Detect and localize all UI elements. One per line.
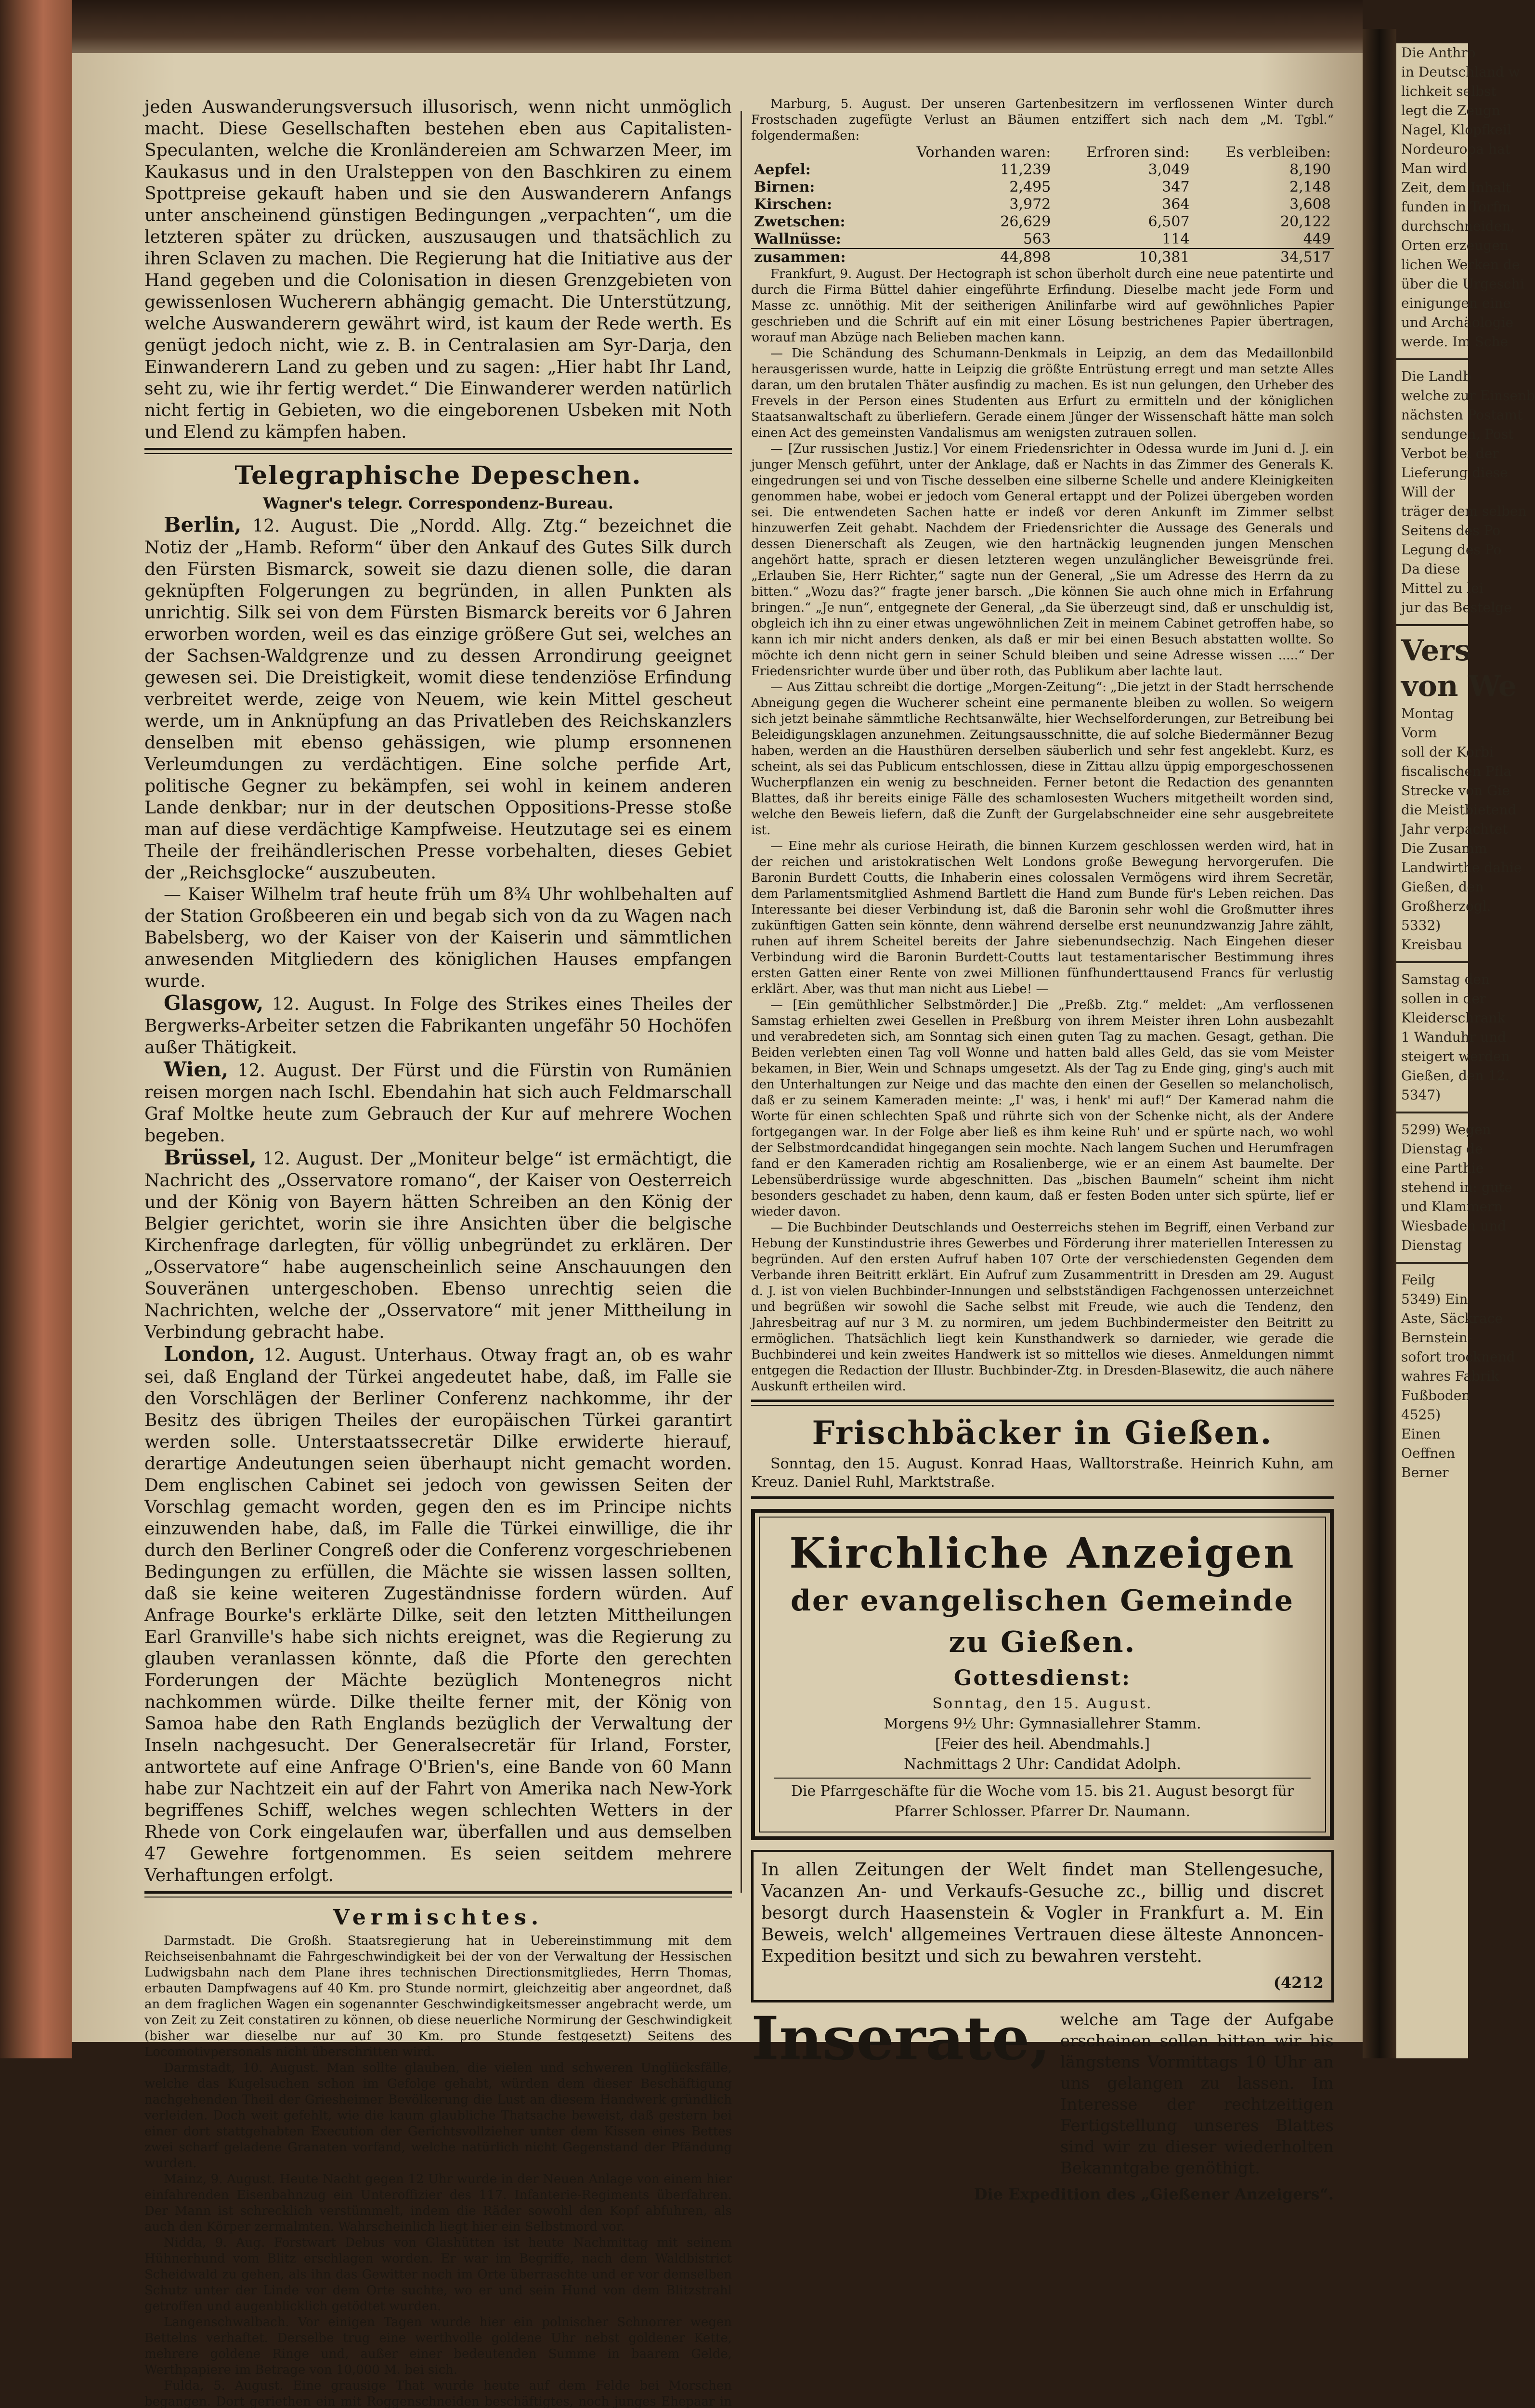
facing-page-text-fragment: nächsten Postamt xyxy=(1401,407,1523,423)
facing-page-text-fragment: Zeit, dem Inhalt xyxy=(1401,180,1511,196)
news-item: — Die Schändung des Schumann-Denkmals in Leipzig, an dem das Medaillonbild herausgerissen wurde, hatte in Leipzig die größte Entrüstung erregt und man setzte Alles daran, um den brutalen Thäter ausfindig zu machen. Es ist nun gelungen, den Urheber des Frevels in der Person eines Studenten aus Erfurt zu ermitteln und der königlichen Staatsanwaltschaft zu überliefern. Gerade einem Jünger der Wissenschaft hätte man solch einen Act des gemeinsten Vandalismus am wenigsten zutrauen sollen. xyxy=(751,346,1334,440)
facing-page-text-fragment: Will der xyxy=(1401,484,1455,500)
facing-page-text-fragment: legt die Zeugn xyxy=(1401,103,1500,118)
news-item: — Eine mehr als curiose Heirath, die binnen Kurzem geschlossen werden wird, hat in der reichen und aristokratischen Welt Londons große Bewegung hervorgerufen. Die Baronin Burdett Coutts, die Inhaberin eines colossalen Vermögens wird ihrem Secretär, dem Parlamentsmitglied Ashmend Bartlett die Hand zum Bunde für's Leben reichen. Das Interessante bei dieser Verbindung ist, daß die Baronin sehr wohl die Großmutter ihres zukünftigen Gatten sein könnte, denn während derselbe erst neunundzwanzig Jahre zählt, ruhen auf ihrem Scheitel bereits der Jahre siebenundsechzig. Nach Eingehen dieser Verbindung wird die Baronin Burdett-Coutts laut testamentarischer Bestimmung ihres ersten Gatten einer Rente von zwei Millionen fünfhunderttausend Francs für verlustig erklärt. Aber, was thut man nicht aus Liebe! — xyxy=(751,839,1334,996)
page-top-shadow xyxy=(72,0,1363,53)
facing-page-text-fragment: Legung des Po xyxy=(1401,542,1502,558)
news-item: — Aus Zittau schreibt die dortige „Morgen-Zeitung“: „Die jetzt in der Stadt herrschende Abneigung gegen die Wucherer scheint eine permanente bleiben zu wollen. So weigern sich jetzt beinahe sämmtliche Rechtsanwälte, hier Wechselforderungen, zur Betreibung bei Beleidigungsklagen anzunehmen. Zeitungsausschnitte, die auf solche Biedermänner Bezug haben, werden an die Hausthüren derselben säuberlich und sehr fest angeklebt. Kurz, es scheint, als sei das Publicum entschlossen, diese in Zittau allzu üppig emporgeschossenen Wucherpflanzen ein wenig zu beschneiden. Ferner betont die Redaction des genannten Blattes, daß ihr bereits einige Fälle des schamlosesten Wuchers mitgetheilt worden sind, welche den Beweis liefern, daß die Zunft der Gurgelabschneider eine sehr ausgebreitete ist. xyxy=(751,680,1334,838)
facing-page-text-fragment: Die Landb xyxy=(1401,368,1472,384)
table-cell: Aepfel: xyxy=(754,161,811,178)
rule xyxy=(1396,961,1468,963)
table-cell: Erfroren sind: xyxy=(1086,144,1190,161)
inserate-notice xyxy=(751,2004,1334,2179)
inserate-text: welche am Tage der Aufgabe erscheinen sollen bitten wir bis längstens Vormittags 10 Uhr an uns gelangen zu lassen. Im Interesse der rechtzeitigen Fertigstellung unseres Blattes sind wir zu dieser wiederholten Bekanntgabe genöthigt. xyxy=(1060,2010,1334,2178)
dispatch-text: 12. August. Die „Nordd. Allg. Ztg.“ bezeichnet die Notiz der „Hamb. Reform“ über den Ankauf des Gutes Silk durch den Fürsten Bismarck, soweit sie dazu dienen solle, die daran geknüpften Folgerungen zu begründen, in allen Punkten als unrichtig. Silk sei von dem Fürsten Bismarck bereits vor 6 Jahren erworben worden, weil es das einzige größere Gut sei, welches an der Sachsen-Waldgrenze und zu dessen Arrondirung geeignet gewesen sei. Die Dreistigkeit, womit diese tendenziöse Erfindung verbreitet werde, zeige von Neuem, wie kein Mittel gescheut werde, um in Anknüpfung an das Privatleben des Reichskanzlers denselben mit ebenso gehässigen, wie plump ersonnenen Verleumdungen zu verdächtigen. Eine solche perfide Art, politische Gegner zu bekämpfen, sei wohl in keinem anderen Lande denkbar; nur in der deutschen Oppositions-Presse stoße man auf diese verdächtige Kampfweise. Heutzutage sei es einem Theile der freihändlerischen Presse vorbehalten, dieses Gebiet der „Reichsglocke“ auszubeuten. xyxy=(144,516,732,883)
dispatch-place: Brüssel, xyxy=(164,1146,257,1169)
vermischtes-list xyxy=(144,1933,732,2408)
facing-page-text-fragment: träger dem selben xyxy=(1401,503,1527,519)
dispatch-place: Wien, xyxy=(164,1058,229,1081)
facing-page-text-fragment: soll der Korbi xyxy=(1401,744,1494,760)
rule xyxy=(751,1496,1334,1499)
vermischtes-item: Darmstadt. Die Großh. Staatsregierung hat in Uebereinstimmung mit dem Reichseisenbahnamt die Fahrgeschwindigkeit bei der von der Verwaltung der Hessischen Ludwigsbahn nach dem Plane ihres technischen Directionsmitgliedes, Herrn Thomas, erbauten Dampfwagens auf 40 Km. pro Stunde normirt, gleichzeitig aber angeordnet, daß an dem fraglichen Wagen ein sogenannter Geschwindigkeitsmesser angebracht werde, um von Zeit zu Zeit constatiren zu können, ob diese neuerliche Normirung der Geschwindigkeit (bisher war dieselbe nur auf 30 Km. pro Stunde festgesetzt) Seitens des Locomotivpersonals nicht überschritten wird. xyxy=(144,1934,732,2059)
service-communion: [Feier des heil. Abendmahls.] xyxy=(935,1736,1150,1753)
table-row xyxy=(751,179,1334,196)
service-heading: Gottesdienst: xyxy=(953,1666,1132,1690)
facing-page-text-fragment: Strecke von Gie xyxy=(1401,783,1510,798)
facing-page-text-fragment: Gießen, den 12. xyxy=(1401,1068,1509,1084)
facing-page-text-fragment: Lieferung diese xyxy=(1401,465,1508,481)
table-header-row xyxy=(751,144,1334,161)
haasenstein-ad xyxy=(751,1850,1334,2002)
facing-page-text-fragment: Großherzogl. xyxy=(1401,898,1491,914)
facing-page-text-fragment: in Deutschland w xyxy=(1401,64,1520,80)
inserate-signature: Die Expedition des „Gießener Anzeigers“. xyxy=(974,2185,1334,2203)
table-cell: 563 xyxy=(1023,231,1051,248)
table-cell: 20,122 xyxy=(1280,213,1331,230)
facing-page-text-fragment: 5299) Wegen xyxy=(1401,1122,1491,1138)
frischbaecker-list: Sonntag, den 15. August. Konrad Haas, Walltorstraße. Heinrich Kuhn, am Kreuz. Daniel Ruhl, Marktstraße. xyxy=(751,1455,1334,1491)
frischbaecker-title: Frischbäcker in Gießen. xyxy=(812,1414,1273,1452)
facing-page-text-fragment: Nordeuropa hat xyxy=(1401,141,1511,157)
facing-page-text-fragment: Verbot bei der xyxy=(1401,445,1499,461)
facing-page-text-fragment: Landwirthe dahie xyxy=(1401,860,1522,876)
facing-page-text-fragment: Orten erzeugen xyxy=(1401,237,1509,253)
facing-page-text-fragment: Nagel, Klopfkeil xyxy=(1401,122,1511,138)
news-item: — [Ein gemüthlicher Selbstmörder.] Die „Preßb. Ztg.“ meldet: „Am verflossenen Samstag erhielten zwei Gesellen in Preßburg von ihrem Meister ihren Lohn ausbezahlt und verabredeten sich, am Sonntag sich einen guten Tag zu machen. Gesagt, gethan. Die Beiden verlebten einen Tag voll Wonne und hatten bald alles Geld, das sie vom Meister bekamen, in Bier, Wein und Schnaps umgesetzt. Als der Tag zu Ende ging, ging's auch mit den Unterhaltungen zur Neige und das machte den einen der Gesellen so melancholisch, daß er zu seinem Kameraden meinte: „I' was, i henk' mi auf!“ Der Kamerad nahm die Worte für einen schlechten Spaß und rührte sich von der Schenke nicht, als der Andere fortgegangen war. In der Folge aber ließ es ihm keine Ruh' und er spürte nach, wo wohl der Selbstmordcandidat hingegangen sein mochte. Nach langem Suchen und Herumfragen fand er den Kameraden richtig am Rosalienberge, wie er an einem Ast baumelte. Der Lebensüberdrüssige wurde abgeschnitten. Das „bischen Baumeln“ scheint ihm nicht besonders geschadet zu haben, denn kaum, daß er festen Boden unter sich spürte, lief er wieder davon. xyxy=(751,998,1334,1219)
facing-page-text-fragment: Jahr verpachtet xyxy=(1401,821,1508,837)
vermischtes-title: Vermischtes. xyxy=(333,1905,544,1930)
rule xyxy=(751,1400,1334,1406)
dispatch-text: 12. August. In Folge des Strikes eines Theiles der Bergwerks-Arbeiter setzen die Fabrikanten ungefähr 50 Hochöfen außer Thätigkeit. xyxy=(144,995,732,1058)
facing-page-text-fragment: Da diese xyxy=(1401,561,1460,577)
frost-damage-table xyxy=(751,144,1334,266)
facing-page-text-fragment: Dienstag xyxy=(1401,1237,1462,1253)
facing-page-text-fragment: und Klammern xyxy=(1401,1199,1503,1215)
inserate-heading: Inserate, xyxy=(751,2004,1051,2074)
facing-page-text-fragment: Kreisbau xyxy=(1401,937,1462,953)
facing-page-text-fragment: Vorm xyxy=(1401,725,1437,741)
rule xyxy=(1396,624,1468,626)
church-notices-box xyxy=(751,1509,1334,1840)
dispatch-london xyxy=(144,1343,732,1886)
left-column xyxy=(144,96,732,2408)
table-cell: Kirschen: xyxy=(754,196,833,213)
table-cell: 2,495 xyxy=(1009,179,1051,196)
table-cell: 11,239 xyxy=(1000,161,1051,178)
marburg-frost-intro: Marburg, 5. August. Der unseren Gartenbesitzern im verflossenen Winter durch Frostschaden zugefügte Verlust an Bäumen entziffert sich nach dem „M. Tgbl.“ folgendermaßen: xyxy=(751,97,1334,143)
facing-page-text-fragment: Kleiderschrank xyxy=(1401,1010,1506,1026)
facing-page-text-fragment: von We xyxy=(1401,669,1517,703)
table-row xyxy=(751,161,1334,179)
table-cell: 8,190 xyxy=(1289,161,1331,178)
table-row xyxy=(751,231,1334,249)
dispatch-wien xyxy=(144,1059,732,1147)
news-item: — [Zur russischen Justiz.] Vor einem Friedensrichter in Odessa wurde im Juni d. J. ein junger Mensch geführt, unter der Anklage, daß er Nachts in das Zimmer des Generals K. eingedrungen sei und von Tische desselben eine silberne Schelle und andere Kleinigkeiten genommen habe, wobei er jedoch vom General ertappt und der Polizei übergeben worden sei. Die entwendeten Sachen hatte er indeß vor deren Ankunft im Zimmer selbst hinzuwerfen Zeit gehabt. Nachdem der Friedensrichter die Aussage des Generals und dessen Dienerschaft als Zeugen, wie den hartnäckig leugnenden jungen Menschen angehört hatte, sprach er diesen letzteren wegen unzulänglicher Beweisgründe frei. „Erlauben Sie, Herr Richter,“ sagte nun der General, „Sie um Adresse des Herrn da zu bitten.“ „Wozu das?“ fragte jener barsch. „Die können Sie auch ohne mich in Erfahrung bringen.“ „Je nun“, entgegnete der General, „da Sie überzeugt sind, daß er unschuldig ist, obgleich ich ihn zu einer etwas ungewöhnlichen Zeit in meinem Cabinet getroffen habe, so kann ich mir nicht anders denken, als daß er mir bei einen Besuch abstatten wollte. So möchte ich denn nicht gern in seiner Schuld bleiben und seine Adresse wissen .....“ Der Friedensrichter wurde über und über roth, das Publikum aber lachte laut. xyxy=(751,442,1334,679)
table-cell: Es verbleiben: xyxy=(1225,144,1331,161)
service-morning: Morgens 9½ Uhr: Gymnasiallehrer Stamm. xyxy=(884,1715,1201,1732)
book-spine xyxy=(0,0,72,2058)
news-item: Frankfurt, 9. August. Der Hectograph ist schon überholt durch eine neue patentirte und durch die Firma Büttel dahier eingeführte Erfindung. Dieselbe macht jede Form und Masse zc. unnöthig. Mit der seitherigen Anilinfarbe wird auf gewöhnliches Papier geschrieben und die Schrift auf ein mit einer Lösung bestrichenes Papier übertragen, worauf man Abzüge nach Belieben machen kann. xyxy=(751,267,1334,345)
table-row xyxy=(751,213,1334,231)
rule xyxy=(144,448,732,454)
facing-page-text-fragment: Gießen, den xyxy=(1401,879,1484,895)
rule xyxy=(774,1778,1311,1779)
dispatch-berlin xyxy=(144,514,732,884)
facing-page-text-fragment: steigert werden xyxy=(1401,1048,1510,1064)
facing-page-text-fragment: jur das Bestelge xyxy=(1401,600,1512,615)
rule xyxy=(1396,1262,1468,1264)
facing-page-text-fragment: stehend in: gute xyxy=(1401,1179,1512,1195)
facing-page-text-fragment: Bernstein- xyxy=(1401,1330,1472,1346)
table-cell: 347 xyxy=(1162,179,1190,196)
facing-page-text-fragment: über die Urgeschi xyxy=(1401,276,1524,292)
facing-page-text-fragment: Die Zusamm xyxy=(1401,840,1487,856)
dispatch-place: Berlin, xyxy=(164,513,242,537)
table-cell: Zwetschen: xyxy=(754,213,846,230)
table-cell: Vorhanden waren: xyxy=(916,144,1051,161)
facing-page-text-fragment: Die Anthro xyxy=(1401,45,1476,61)
facing-page-text-fragment: 4525) xyxy=(1401,1407,1441,1423)
pastoral-duties-note: Die Pfarrgeschäfte für die Woche vom 15. bis 21. August besorgt für Pfarrer Schlosser. Pfarrer Dr. Naumann. xyxy=(791,1783,1294,1820)
facing-page-text-fragment: Wiesbaden und xyxy=(1401,1218,1507,1234)
table-cell: 364 xyxy=(1162,196,1190,213)
dispatch-place: London, xyxy=(164,1342,256,1366)
facing-page-text-fragment: Dienstag de xyxy=(1401,1141,1483,1157)
table-cell: 34,517 xyxy=(1193,249,1334,266)
table-cell: 10,381 xyxy=(1054,249,1192,266)
vermischtes-item: Langenschwalbach. Vor einigen Tagen wurde hier ein polnischer Schnorrer wegen Bettelns verhaftet. Derselbe trug eine werthvolle goldene Uhr nebst goldener Kette, mehrere goldene Ringe und, außer einer bedeutenden Summe in baarem Gelde, Werthpapiere im Betrage von 10,000 M. bei sich. xyxy=(144,2315,732,2377)
dispatch-kaiser: — Kaiser Wilhelm traf heute früh um 8¾ Uhr wohlbehalten auf der Station Großbeeren ein und begab sich von da zu Wagen nach Babelsberg, wo der Kaiser von der Kaiserin und sämmtlichen anwesenden Mitgliedern des königlichen Hauses empfangen wurde. xyxy=(144,885,732,991)
table-cell: 2,148 xyxy=(1289,179,1331,196)
facing-page-text-fragment: 5347) xyxy=(1401,1087,1441,1103)
haasenstein-ad-text: In allen Zeitungen der Welt findet man Stellengesuche, Vacanzen An- und Verkaufs-Gesuche zc., billig und discret besorgt durch Haasenstein & Vogler in Frankfurt a. M. Ein Beweis, welch' allgemeines Vertrauen diese älteste Annoncen-Expedition besitzt und sich zu bewahren versteht. xyxy=(761,1860,1324,1966)
facing-page-text-fragment: sendungen, Post xyxy=(1401,426,1514,442)
vermischtes-item: Mainz, 9. August. Heute Nacht gegen 12 Uhr wurde in der Neuen Anlage von einem hier einfahrenden Eisenbahnzug ein Unteroffizier des 117. Infanterie-Regiments überfahren. Der Mann ist schrecklich verstümmelt, indem die Räder sowohl den Kopf abfuhren, als auch den Körper zermalmten. Wahrscheinlich liegt hier ein Selbstmord vor. xyxy=(144,2172,732,2234)
facing-page-text-fragment: 5332) xyxy=(1401,917,1441,933)
table-cell: 6,507 xyxy=(1148,213,1190,230)
table-cell: Birnen: xyxy=(754,179,815,196)
facing-page-text-fragment: lichkeit selbst xyxy=(1401,83,1496,99)
book-gutter xyxy=(1363,29,1396,2058)
facing-page-text-fragment: 1 Wanduhr und xyxy=(1401,1029,1507,1045)
facing-page-text-fragment: einigungen eine xyxy=(1401,295,1511,311)
dispatch-glasgow xyxy=(144,992,732,1059)
dispatch-text: 12. August. Unterhaus. Otway fragt an, ob es wahr sei, daß England der Türkei angedeutet habe, daß, im Falle sie den Vorschlägen der Berliner Conferenz nachkomme, ihr der Besitz des übrigen Theiles der europäischen Türkei garantirt werden solle. Unterstaatssecretär Dilke erwiderte hierauf, derartige Andeutungen seien überhaupt nicht gemacht worden. Dem englischen Cabinet sei jedoch von gewissen Seiten der Vorschlag gemacht worden, gegen den es im Principe nichts einzuwenden habe, daß, im Falle die Türkei einwillige, die ihr durch den Berliner Congreß oder die Conferenz vorgeschriebenen Bedingungen zu erfüllen, die Mächte sie wissen lassen sollten, daß sie keine weiteren Zugeständnisse fordern würden. Auf Anfrage Bourke's erklärte Dilke, seit den letzten Mittheilungen Earl Granville's habe sich nichts ereignet, was die Regierung zu glauben veranlassen könnte, daß die Pforte den gerechten Forderungen der Mächte bezüglich Montenegros nicht nachkommen würde. Dilke theilte ferner mit, der König von Samoa habe den Rath Englands bezüglich der Verwaltung der Inseln nachgesucht. Der Generalsecretär für Irland, Forster, antwortete auf eine Anfrage O'Brien's, eine Bande von 60 Mann habe zur Nachtzeit ein auf der Fahrt von Amerika nach New-York begriffenes Schiff, welches wegen schlechten Wetters in der Rhede von Cork eingelaufen war, überfallen und aus demselben 47 Gewehre fortgenommen. Es seien seitdem mehrere Verhaftungen erfolgt. xyxy=(144,1346,732,1885)
column-divider xyxy=(741,111,742,1893)
table-cell: 3,972 xyxy=(1009,196,1051,213)
facing-page-text-fragment: eine Parthie xyxy=(1401,1160,1484,1176)
facing-page-text-fragment: welche zur Einsenb xyxy=(1401,388,1535,404)
facing-page-text-fragment: funden in Torfm xyxy=(1401,199,1511,215)
facing-page-text-fragment: Berner xyxy=(1401,1465,1449,1480)
facing-page-text-fragment: 5349) Ein xyxy=(1401,1291,1468,1307)
telegraph-section-title: Telegraphische Depeschen. xyxy=(234,461,642,490)
table-cell: 26,629 xyxy=(1000,213,1051,230)
facing-page-text-fragment: die Meistbietend xyxy=(1401,802,1517,818)
church-notices-subtitle: der evangelischen Gemeinde zu Gießen. xyxy=(790,1584,1295,1659)
rule xyxy=(1396,358,1468,360)
ad-number: (4212 xyxy=(1273,1974,1324,1992)
facing-page-text-fragment: sofort trocknend xyxy=(1401,1349,1515,1365)
dispatch-place: Glasgow, xyxy=(164,991,264,1015)
dispatch-text: 12. August. Der „Moniteur belge“ ist ermächtigt, die Nachricht des „Osservatore romano“, der Kaiser von Oesterreich und der König von Bayern hätten Schreiben an den König der Belgier gerichtet, worin sie ihre Ansichten über die belgische Kirchenfrage darlegten, für völlig unbegründet zu erklären. Der „Osservatore“ habe augenscheinlich seine Anschauungen den Souveränen untergeschoben. Ebenso unrechtig seien die Nachrichten, welche der „Osservatore“ mit jener Mittheilung in Verbindung gebracht habe. xyxy=(144,1149,732,1342)
vermischtes-item: Fulda, 5. August. Eine grausige That wurde heute auf dem Felde bei Morschen begangen. Dort geriethen ein mit Roggenschneiden beschäftigtes, noch junges Ehepaar in xyxy=(144,2379,732,2408)
table-cell: zusammen: xyxy=(751,249,875,266)
facing-page-text-fragment: sollen in der xyxy=(1401,991,1486,1007)
facing-page-text-fragment: Samstag den xyxy=(1401,971,1490,987)
facing-page-text-fragment: Oeffnen xyxy=(1401,1445,1456,1461)
facing-page-text-fragment: fiscalischen Pfla xyxy=(1401,763,1512,779)
news-item: — Die Buchbinder Deutschlands und Oesterreichs stehen im Begriff, einen Verband zur Hebung der Kunstindustrie ihres Gewerbes und Förderung ihrer materiellen Interessen zu begründen. Auf den ersten Aufruf haben 107 Orte der verschiedensten Gegenden dem Verbande ihren Beitritt erklärt. Ein Aufruf zum Zusammentritt in Dresden am 29. August d. J. ist von vielen Buchbinder-Innungen und selbstständigen Fachgenossen unterzeichnet und begrüßen wir sowohl die Sache selbst mit Freude, wie auch die Tendenz, den Jahresbeitrag auf nur 3 M. zu normiren, um jedem Buchbindermeister den Beitritt zu ermöglichen. Thatsächlich liegt kein Kunsthandwerk so darnieder, wie gerade die Buchbinderei und kein zweites Handwerk ist so mittellos wie dieses. Anmeldungen nimmt entgegen die Redaction der Illustr. Buchbinder-Ztg. in Dresden-Blasewitz, die auch nähere Auskunft ertheilen wird. xyxy=(751,1220,1334,1394)
table-cell xyxy=(751,144,875,161)
dispatch-bruessel xyxy=(144,1147,732,1343)
table-cell: 114 xyxy=(1162,231,1190,248)
facing-page-text-fragment: Aste, Säckrace xyxy=(1401,1310,1503,1326)
telegraph-bureau-subtitle: Wagner's telegr. Correspondenz-Bureau. xyxy=(263,494,613,512)
table-cell: 3,049 xyxy=(1148,161,1190,178)
church-notices-title: Kirchliche Anzeigen xyxy=(789,1529,1296,1578)
table-cell: 449 xyxy=(1303,231,1331,248)
vermischtes-item: Nidda, 9. Aug. Forstwart Debus von Glashütten ist heute Nachmittag mit seinem Hühnerhund vom Blitz erschlagen worden. Er war im Begriffe, nach dem Waldbistrict Scheidwald zu gehen, als ihn das Gewitter noch im Orte überraschte und er vor demselben Schutz unter der Linde vor dem Orte suchte, wo er und sein Hund von dem Blitzstrahl getroffen und augenblicklich getödtet wurden. xyxy=(144,2236,732,2314)
dispatch-text: 12. August. Der Fürst und die Fürstin von Rumänien reisen morgen nach Ischl. Ebendahin hat sich auch Feldmarschall Graf Moltke heute zum Gebrauch der Kur auf mehrere Wochen begeben. xyxy=(144,1061,732,1146)
service-afternoon: Nachmittags 2 Uhr: Candidat Adolph. xyxy=(904,1756,1181,1773)
facing-page-text-fragment: Fußboden xyxy=(1401,1387,1470,1403)
table-cell: 44,898 xyxy=(875,249,1054,266)
vermischtes-item: Darmstadt, 10. August. Man sollte glauben, die vielen und schweren Unglücksfälle, welche das Kugelsuchen schon im Gefolge gehabt, würden dem dieser Beschäftigung nachgehenden Theil der Griesheimer Bevölkerung die Lust an diesem Handwerk gründlich verleiden. Doch weit gefehlt, wie die kaum glaubliche Thatsache beweist, daß gestern bei einer dort stattgehabten Execution der Gerichtsvollzieher unter dem Kissen eines Bettes zwei scharf geladene Granaten vorfand, welche natürlich nicht Gegenstand der Pfändung wurden. xyxy=(144,2061,732,2171)
facing-page-text-fragment: Mittel zu lei xyxy=(1401,580,1483,596)
facing-page-text-fragment: Vers xyxy=(1401,634,1471,667)
table-row xyxy=(751,196,1334,213)
facing-page-text-fragment: Einen xyxy=(1401,1426,1441,1442)
rule xyxy=(1396,1112,1468,1113)
facing-page-text-fragment: und Archäologie xyxy=(1401,314,1514,330)
facing-page-text-fragment: Man wird xyxy=(1401,160,1467,176)
facing-page-text-fragment: werde. Im Sche xyxy=(1401,334,1509,350)
table-cell: Wallnüsse: xyxy=(754,231,841,248)
service-date: Sonntag, den 15. August. xyxy=(932,1695,1153,1712)
right-column xyxy=(751,96,1334,2203)
facing-page-text-fragment: Seitens des Po xyxy=(1401,523,1501,538)
table-sum-row xyxy=(751,249,1334,266)
rule xyxy=(144,1891,732,1898)
table-cell: 3,608 xyxy=(1289,196,1331,213)
facing-page-fragment xyxy=(1396,43,1535,2058)
emigration-article-end: jeden Auswanderungsversuch illusorisch, wenn nicht unmöglich macht. Diese Gesellschaften bestehen eben aus Capitalisten-Speculanten, welche die Kronländereien am Schwarzen Meer, im Kaukasus und in den Uralsteppen von den Baschkiren zu einem Spottpreise gekauft haben und sie den Auswanderern Anfangs unter anscheinend günstigen Bedingungen „verpachten“, um die letzteren später zu drücken, auszusaugen und thatsächlich zu ihren Sclaven zu machen. Die Regierung hat die Initiative aus der Hand gegeben und die Colonisation in diesen Grenzgebieten von gewissenlosen Wucherern abhängig gemacht. Die Unterstützung, welche Auswanderern gewährt wird, ist kaum der Rede werth. Es genügt jedoch nicht, wie z. B. in Centralasien am Syr-Darja, den Einwanderern Land zu geben und zu sagen: „Hier habt Ihr Land, seht zu, wie ihr fertig werdet.“ Die Einwanderer werden natürlich nicht fertig in Gebieten, wo die eingeborenen Usbeken mit Noth und Elend zu kämpfen haben. xyxy=(144,97,732,442)
facing-page-text-fragment: Montag xyxy=(1401,706,1454,721)
facing-page-text-fragment: lichen Werken de xyxy=(1401,257,1520,273)
facing-page-text-fragment: durchschneiden, xyxy=(1401,218,1515,234)
facing-page-text-fragment: Feilg xyxy=(1401,1272,1435,1288)
facing-page-text-fragment: wahres Fabrik xyxy=(1401,1368,1499,1384)
